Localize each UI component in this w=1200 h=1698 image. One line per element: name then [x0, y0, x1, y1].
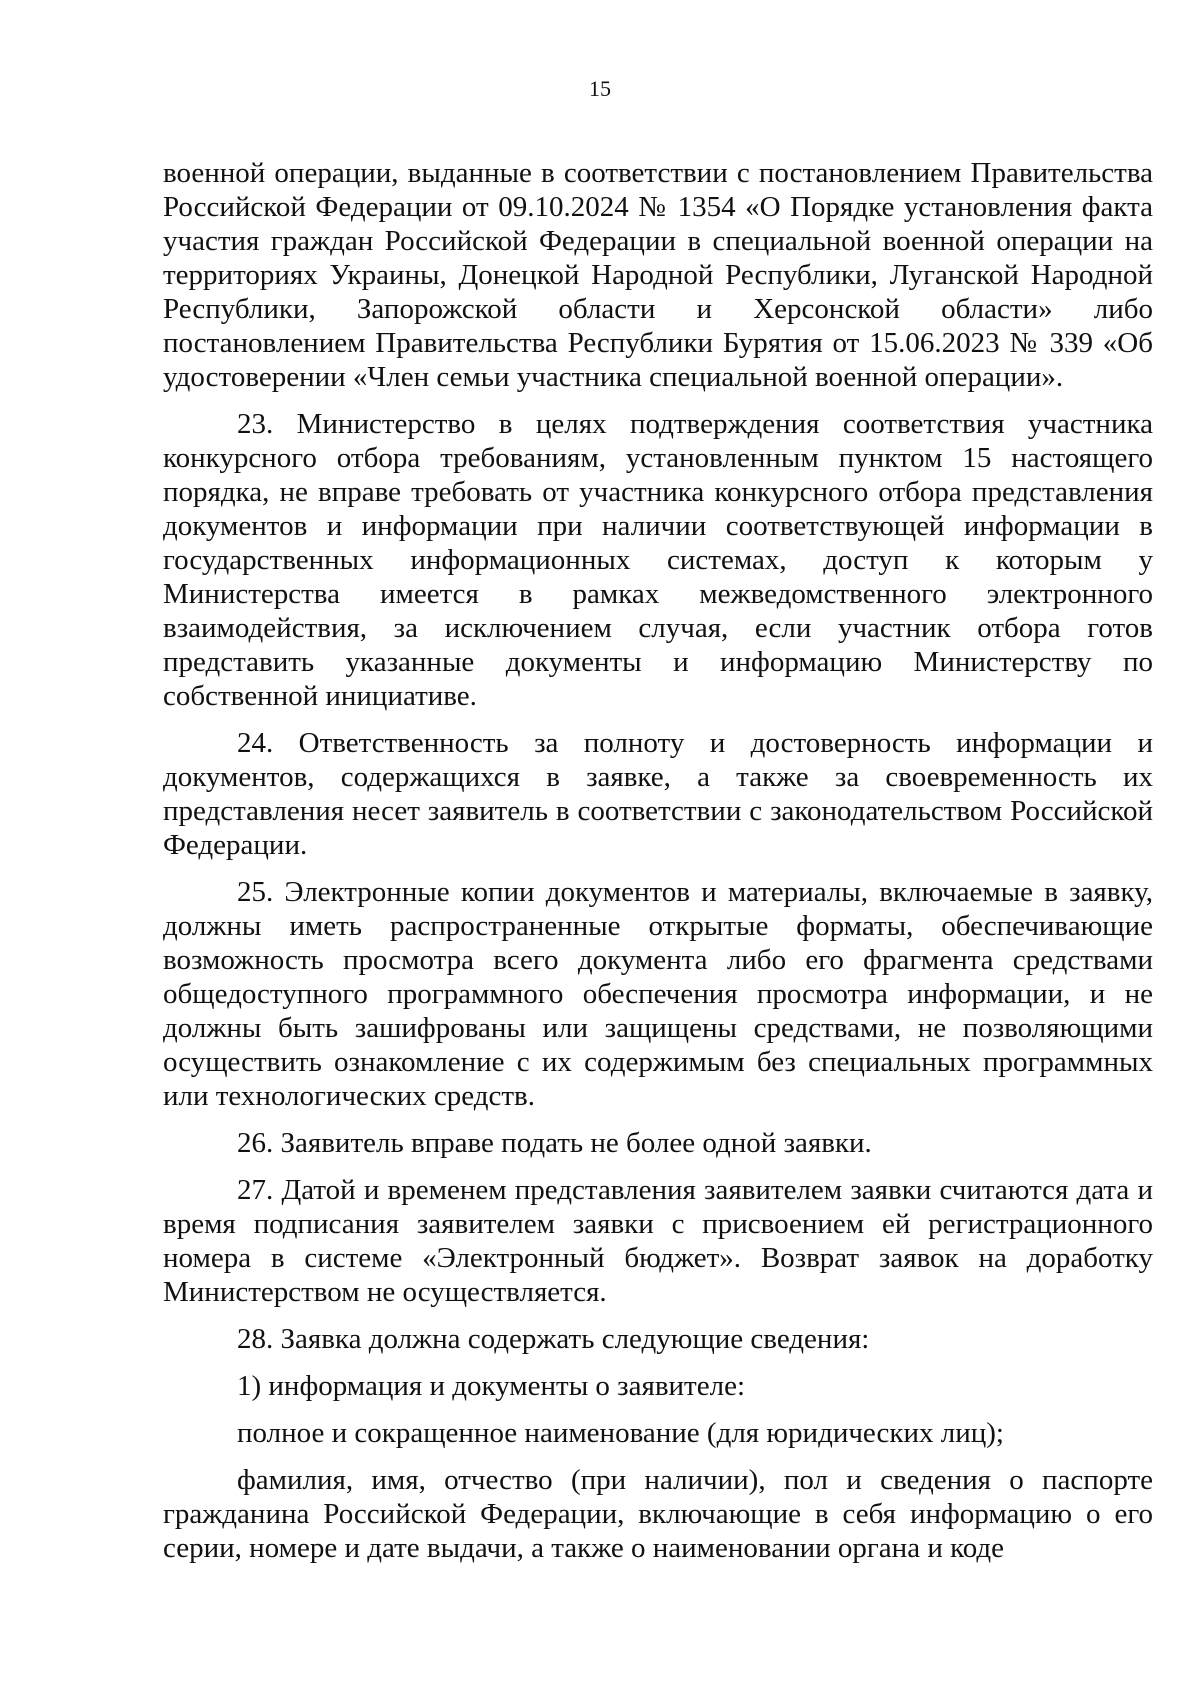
page-number: 15 [589, 76, 611, 101]
paragraph-27: 27. Датой и временем представления заявителем заявки считаются дата и время подписания заявителем заявки с присвоением ей регистрационного номера в системе «Электронный бюджет». Возврат заявок на доработку Министерством не осуществляется. [163, 1174, 1153, 1308]
list-item-1: 1) информация и документы о заявителе: [237, 1370, 745, 1402]
list-item-passport: фамилия, имя, отчество (при наличии), пол и сведения о паспорте гражданина Российской Федерации, включающие в себя информацию о его серии, номере и дате выдачи, а также о наименовании органа и коде [163, 1464, 1153, 1564]
paragraph-25: 25. Электронные копии документов и материалы, включаемые в заявку, должны иметь распространенные открытые форматы, обеспечивающие возможность просмотра всего документа либо его фрагмента средствами общедоступного программного обеспечения просмотра информации, и не должны быть зашифрованы или защищены средствами, не позволяющими осуществить ознакомление с их содержимым без специальных программных или технологических средств. [163, 876, 1153, 1112]
paragraph-24: 24. Ответственность за полноту и достоверность информации и документов, содержащихся в заявке, а также за своевременность их представления несет заявитель в соответствии с законодательством Российской Федерации. [163, 727, 1153, 861]
paragraph-23: 23. Министерство в целях подтверждения соответствия участника конкурсного отбора требованиям, установленным пунктом 15 настоящего порядка, не вправе требовать от участника конкурсного отбора представления документов и информации при наличии соответствующей информации в государственных информационных системах, доступ к которым у Министерства имеется в рамках межведомственного электронного взаимодействия, за исключением случая, если участник отбора готов представить указанные документы и информацию Министерству по собственной инициативе. [163, 408, 1153, 712]
paragraph-continuation: военной операции, выданные в соответствии с постановлением Правительства Российской Федерации от 09.10.2024 № 1354 «О Порядке установления факта участия граждан Российской Федерации в специальной военной операции на территориях Украины, Донецкой Народной Республики, Луганской Народной Республики, Запорожской области и Херсонской области» либо постановлением Правительства Республики Бурятия от 15.06.2023 № 339 «Об удостоверении «Член семьи участника специальной военной операции». [163, 157, 1153, 393]
list-item-full-name: полное и сокращенное наименование (для юридических лиц); [237, 1417, 1004, 1449]
paragraph-26: 26. Заявитель вправе подать не более одной заявки. [237, 1127, 872, 1159]
document-body [163, 156, 1153, 1565]
paragraph-28: 28. Заявка должна содержать следующие сведения: [237, 1323, 870, 1355]
